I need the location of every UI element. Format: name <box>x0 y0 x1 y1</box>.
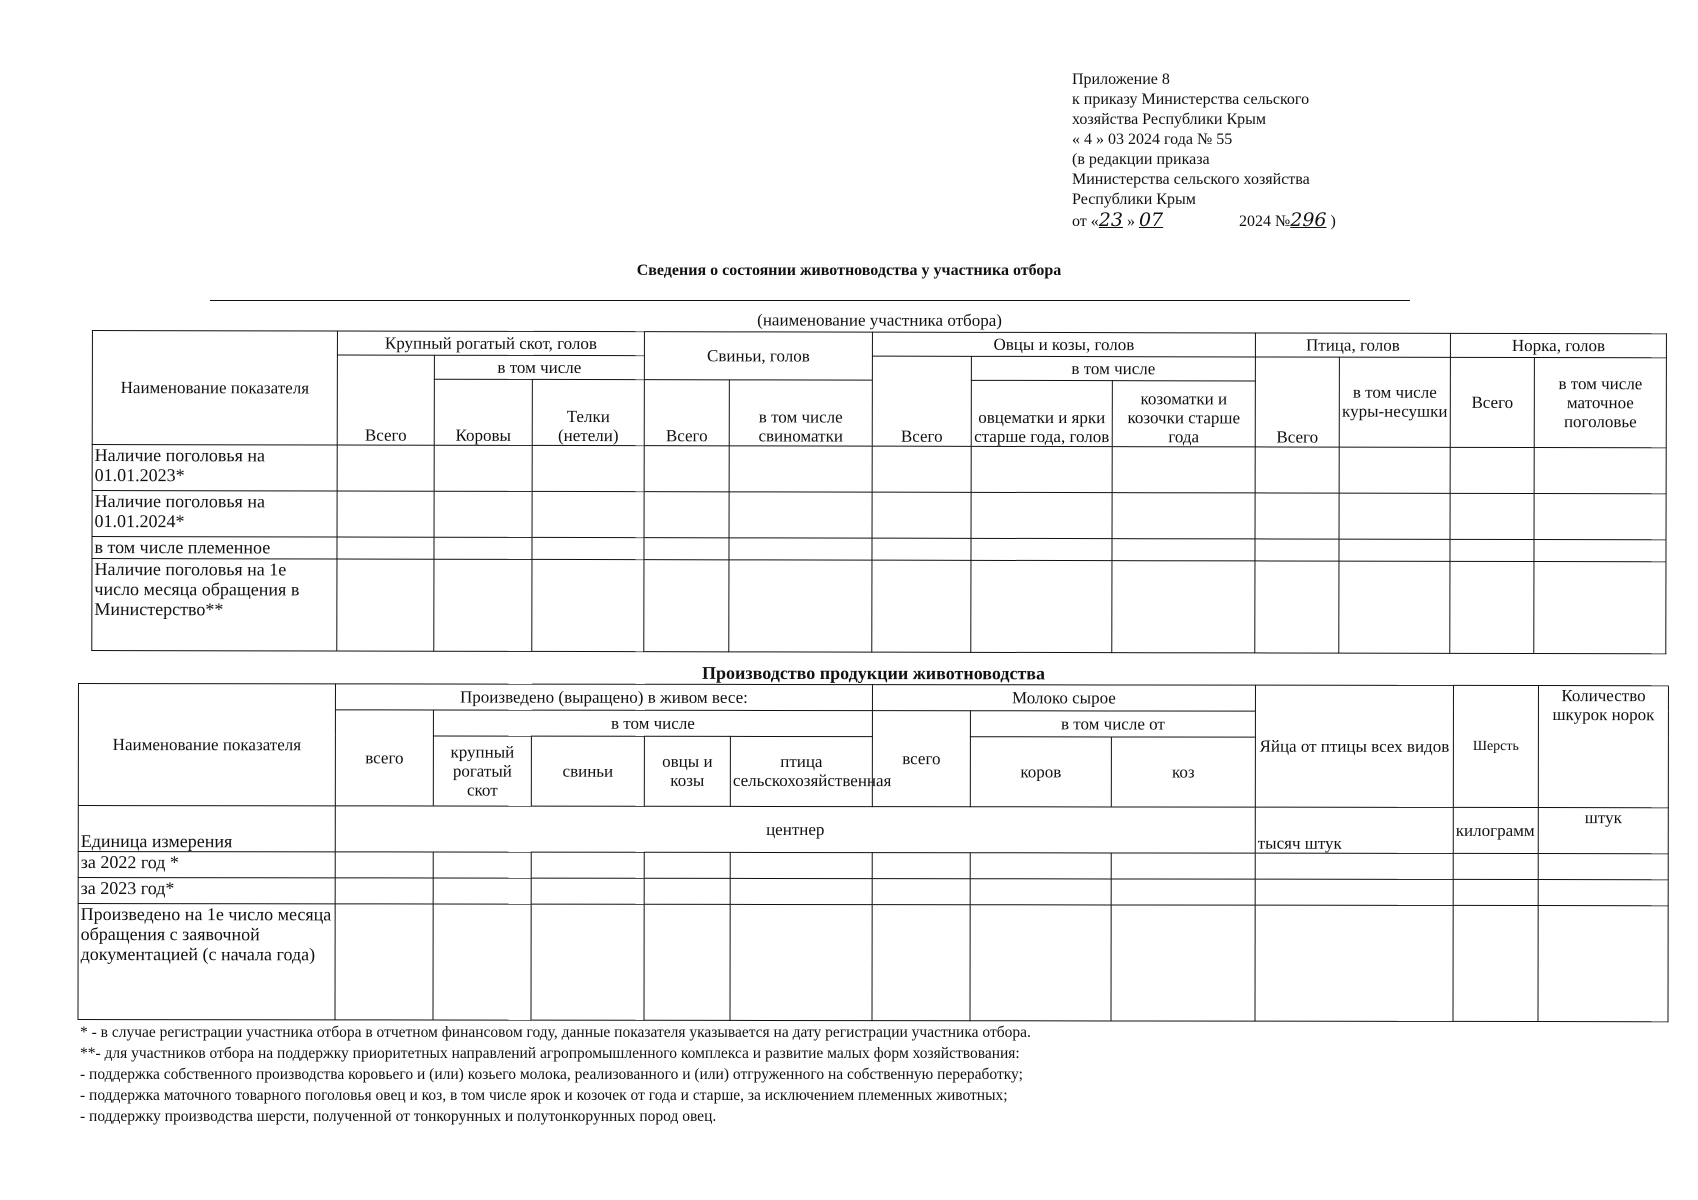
col-pigs: Свиньи, голов <box>644 331 872 379</box>
data-cell[interactable] <box>1534 561 1666 653</box>
data-cell[interactable] <box>1112 492 1255 538</box>
data-cell[interactable] <box>644 537 729 559</box>
production-title: Производство продукции животноводства <box>78 663 1668 685</box>
data-cell[interactable] <box>433 903 531 1019</box>
data-cell[interactable] <box>337 491 434 537</box>
unit-wool: килограмм <box>1453 807 1538 853</box>
footnotes <box>80 1022 1640 1127</box>
handwritten-day: 23 <box>1098 209 1123 231</box>
participant-caption: (наименование участника отбора) <box>757 310 1002 331</box>
data-cell[interactable] <box>1255 853 1453 879</box>
livestock-table <box>91 308 1667 654</box>
data-cell[interactable] <box>872 878 970 904</box>
data-cell[interactable] <box>729 491 872 537</box>
header-line: Республики Крым <box>1072 191 1196 208</box>
header-line: хозяйства Республики Крым <box>1072 111 1266 128</box>
data-cell[interactable] <box>337 559 434 651</box>
milk-incl: в том числе от <box>970 710 1255 736</box>
row-label: Наличие поголовья на 01.01.2024* <box>92 490 337 537</box>
sheep-ewes: овцематки и ярки старше года, голов <box>971 380 1112 446</box>
data-cell[interactable] <box>532 559 644 651</box>
krs-cows: Коровы <box>434 379 532 445</box>
live-incl: в том числе <box>433 709 872 736</box>
data-cell[interactable] <box>729 445 872 491</box>
col-milk: Молоко сырое <box>872 684 1255 711</box>
data-cell[interactable] <box>531 852 644 878</box>
data-cell[interactable] <box>532 537 644 559</box>
data-cell[interactable] <box>1112 538 1255 560</box>
data-cell[interactable] <box>335 903 433 1019</box>
date-prefix: от « <box>1072 213 1099 230</box>
data-cell[interactable] <box>1339 561 1450 653</box>
data-cell[interactable] <box>872 852 970 878</box>
milk-cows: коров <box>970 736 1111 806</box>
krs-heifers: Телки (нетели) <box>532 379 644 445</box>
close-paren: ) <box>1330 213 1336 230</box>
data-cell[interactable] <box>729 559 872 651</box>
data-cell[interactable] <box>433 851 531 877</box>
poultry-hens: в том числе куры-несушки <box>1339 357 1450 447</box>
unit-skins: штук <box>1538 807 1668 853</box>
milk-total: всего <box>872 710 970 806</box>
col-krs: Крупный рогатый скот, голов <box>337 331 644 356</box>
poultry-total: Всего <box>1255 356 1339 446</box>
data-cell[interactable] <box>1255 560 1339 652</box>
data-cell[interactable] <box>730 904 872 1020</box>
live-total: всего <box>335 709 433 805</box>
data-cell[interactable] <box>531 878 644 904</box>
data-cell[interactable] <box>872 492 971 538</box>
data-cell[interactable] <box>1450 561 1534 653</box>
data-cell[interactable] <box>644 491 729 537</box>
data-cell[interactable] <box>1450 493 1534 539</box>
data-cell[interactable] <box>433 877 531 903</box>
data-cell[interactable] <box>1453 853 1538 879</box>
krs-incl: в том числе <box>434 355 644 379</box>
data-cell[interactable] <box>1453 905 1538 1021</box>
data-cell[interactable] <box>1111 904 1255 1020</box>
data-cell[interactable] <box>1112 560 1255 652</box>
header-line: Министерства сельского хозяйства <box>1072 171 1310 188</box>
footnote: - поддержка собственного производства коровьего и (или) козьего молока, реализованного и (или) отгруженного на собственную переработку; <box>80 1066 1023 1083</box>
data-cell[interactable] <box>872 538 971 560</box>
data-cell[interactable] <box>872 560 971 652</box>
data-cell[interactable] <box>1534 539 1666 561</box>
row-label: за 2022 год * <box>78 851 335 877</box>
handwritten-number: 296 <box>1290 209 1327 231</box>
col-mink: Норка, голов <box>1450 333 1666 357</box>
data-cell[interactable] <box>872 904 970 1020</box>
header-line: Приложение 8 <box>1072 71 1170 88</box>
data-cell[interactable] <box>644 878 730 904</box>
data-cell[interactable] <box>729 537 872 559</box>
data-cell[interactable] <box>337 445 434 491</box>
data-cell[interactable] <box>1538 879 1668 905</box>
sheep-total: Всего <box>872 356 971 446</box>
data-cell[interactable] <box>1450 447 1534 493</box>
unit-centner: центнер <box>335 805 1255 852</box>
data-cell[interactable] <box>335 851 433 877</box>
milk-goats: коз <box>1111 736 1255 806</box>
data-cell[interactable] <box>532 491 644 537</box>
row-label: за 2023 год* <box>78 877 335 903</box>
data-cell[interactable] <box>971 492 1112 538</box>
row-label: Наличие поголовья на 1е число месяца обращения в Министерство** <box>92 558 337 651</box>
data-cell[interactable] <box>730 878 872 904</box>
data-cell[interactable] <box>1450 539 1534 561</box>
data-cell[interactable] <box>1534 447 1666 493</box>
data-cell[interactable] <box>1538 905 1668 1021</box>
live-cattle: крупный рогатый скот <box>433 735 531 805</box>
appendix-header <box>1072 70 1432 232</box>
data-cell[interactable] <box>434 445 532 491</box>
data-cell[interactable] <box>644 904 730 1020</box>
data-cell[interactable] <box>1255 879 1453 905</box>
data-cell[interactable] <box>531 904 644 1020</box>
live-poultry: птица сельскохозяйственная <box>730 736 872 806</box>
data-cell[interactable] <box>1111 878 1255 904</box>
mink-total: Всего <box>1450 357 1534 447</box>
year-number: 2024 № <box>1238 213 1291 230</box>
col-poultry: Птица, голов <box>1255 332 1450 356</box>
sheep-incl: в том числе <box>971 356 1255 381</box>
data-cell[interactable] <box>434 537 532 559</box>
live-pigs: свиньи <box>531 736 644 806</box>
data-cell[interactable] <box>337 537 434 559</box>
live-sheep: овцы и козы <box>644 736 730 806</box>
data-cell[interactable] <box>970 904 1111 1020</box>
mink-breeding: в том числе маточное поголовье <box>1534 357 1666 447</box>
pigs-total: Всего <box>644 379 729 445</box>
data-cell[interactable] <box>971 538 1112 560</box>
data-cell[interactable] <box>434 559 532 651</box>
unit-eggs: тысяч штук <box>1255 807 1453 853</box>
data-cell[interactable] <box>1255 538 1339 560</box>
data-cell[interactable] <box>1112 446 1255 492</box>
data-cell[interactable] <box>1538 853 1668 879</box>
col-skins: Количество шкурок норок <box>1538 685 1668 807</box>
data-cell[interactable] <box>1255 492 1339 538</box>
header-line: к приказу Министерства сельского <box>1072 91 1310 108</box>
col-live-weight: Произведено (выращено) в живом весе: <box>335 683 872 710</box>
date-sep: » <box>1122 213 1139 230</box>
data-cell[interactable] <box>644 852 730 878</box>
data-cell[interactable] <box>970 852 1111 878</box>
data-cell[interactable] <box>1339 493 1450 539</box>
krs-total: Всего <box>337 355 434 445</box>
data-cell[interactable] <box>1255 905 1453 1021</box>
pigs-sows: в том числе свиноматки <box>729 379 872 445</box>
data-cell[interactable] <box>971 560 1112 652</box>
data-cell[interactable] <box>335 877 433 903</box>
data-cell[interactable] <box>644 445 729 491</box>
footnote: - поддержку производства шерсти, полученной от тонкорунных и полутонкорунных пород овец. <box>80 1108 717 1125</box>
footnote: **- для участников отбора на поддержку приоритетных направлений агропромышленного комплекса и развитие малых форм хозяйствования: <box>80 1045 1020 1062</box>
data-cell[interactable] <box>1339 539 1450 561</box>
data-cell[interactable] <box>1255 446 1339 492</box>
row-label: Произведено на 1е число месяца обращения с заявочной документацией (с начала года) <box>78 903 335 1019</box>
document-title: Сведения о состоянии животноводства у участника отбора <box>636 262 1062 279</box>
data-cell[interactable] <box>970 878 1111 904</box>
data-cell[interactable] <box>730 852 872 878</box>
goats-does: козоматки и козочки старше года <box>1112 380 1255 446</box>
col-eggs: Яйца от птицы всех видов <box>1255 685 1453 807</box>
data-cell[interactable] <box>872 446 971 492</box>
data-cell[interactable] <box>434 491 532 537</box>
data-cell[interactable] <box>971 446 1112 492</box>
row-label: Единица измерения <box>78 805 335 851</box>
participant-name-line <box>210 300 1410 301</box>
footnote: - поддержка маточного товарного поголовья овец и коз, в том числе ярок и козочек от года и старше, за исключением племенных животных; <box>80 1087 1008 1104</box>
row-label: в том числе племенное <box>92 536 337 559</box>
footnote: * - в случае регистрации участника отбора в отчетном финансовом году, данные показателя указывается на дату регистрации участника отбора. <box>80 1024 1031 1041</box>
col-indicator: Наименование показателя <box>78 683 335 805</box>
header-date-line <box>1072 210 1432 232</box>
data-cell[interactable] <box>1339 447 1450 493</box>
col-wool: Шерсть <box>1453 685 1538 807</box>
header-line: « 4 » 03 2024 года № 55 <box>1072 131 1233 148</box>
data-cell[interactable] <box>644 559 729 651</box>
data-cell[interactable] <box>1534 493 1666 539</box>
data-cell[interactable] <box>532 445 644 491</box>
col-sheep-goats: Овцы и козы, голов <box>872 332 1255 357</box>
data-cell[interactable] <box>1111 852 1255 878</box>
data-cell[interactable] <box>1453 879 1538 905</box>
handwritten-month: 07 <box>1138 209 1164 231</box>
col-indicator: Наименование показателя <box>92 330 337 445</box>
production-table <box>78 663 1670 1022</box>
row-label: Наличие поголовья на 01.01.2023* <box>92 444 337 491</box>
header-line: (в редакции приказа <box>1072 151 1210 168</box>
